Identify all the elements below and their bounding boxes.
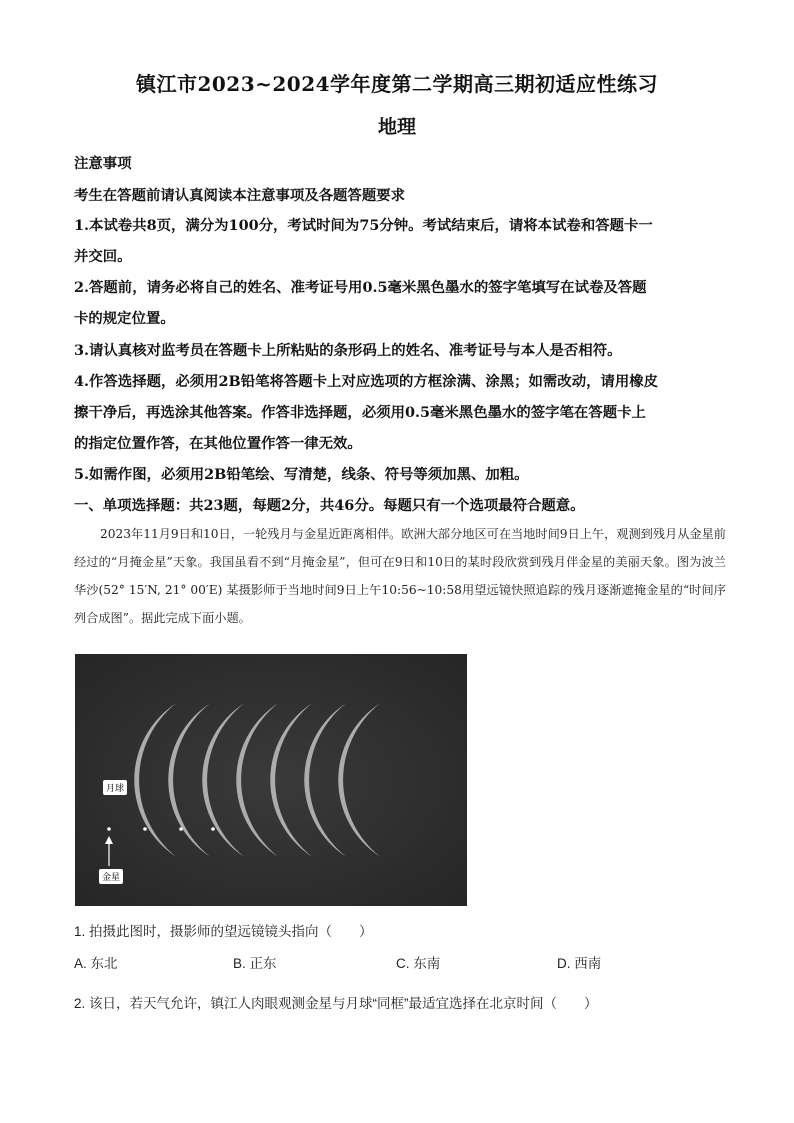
moon-venus-composite-photo [75,654,467,906]
option-a[interactable]: A. 东北 [74,956,118,971]
venus-point [211,827,215,831]
option-c[interactable]: C. 东南 [396,956,441,971]
option-d[interactable]: D. 西南 [557,956,602,971]
subject-title: 地理 [377,116,416,138]
option-b[interactable]: B. 正东 [233,956,277,971]
venus-label: 金星 [99,869,123,884]
notice-line: 5.如需作图，必须用2B铅笔绘、写清楚，线条、符号等须加黑、加粗。 [74,466,529,483]
notice-line: 1.本试卷共8页，满分为100分，考试时间为75分钟。考试结束后，请将本试卷和答题卡一 [74,217,653,234]
reading-passage: 2023年11月9日和10日，一轮残月与金星近距离相伴。欧洲大部分地区可在当地时间9日上午，观测到残月从金星前经过的“月掩金星”天象。我国虽看不到“月掩金星”，但可在9日和10日的某时段欣赏到残月伴金星的美丽天象。图为波兰华沙(52° 15′N, 21° 00′E) 某摄影师于当地时间9日上午10:56~10:58用望远镜快照追踪的残月逐渐遮掩金星的“时间序列合成图”。据此完成下面小题。 [74,527,726,625]
notice-line: 4.作答选择题，必须用2B铅笔将答题卡上对应选项的方框涂满、涂黑；如需改动，请用橡皮 [74,373,659,390]
notice-line: 并交回。 [74,248,132,265]
section-heading: 一、单项选择题：共23题，每题2分，共46分。每题只有一个选项最符合题意。 [74,497,585,514]
notice-line: 的指定位置作答，在其他位置作答一律无效。 [74,435,362,452]
moon-label: 月球 [103,780,127,795]
question-1-stem: 1. 拍摄此图时，摄影师的望远镜镜头指向（ ） [74,924,373,939]
page-title: 镇江市2023~2024学年度第二学期高三期初适应性练习 [135,72,659,96]
notice-heading: 注意事项 [74,155,132,172]
venus-point [179,827,183,831]
venus-point [143,827,147,831]
crescent-sequence-image [75,654,467,906]
notice-line: 2.答题前，请务必将自己的姓名、准考证号用0.5毫米黑色墨水的签字笔填写在试卷及答题 [74,279,647,296]
question-2-stem: 2. 该日，若天气允许，镇江人肉眼观测金星与月球“同框”最适宜选择在北京时间（ ） [74,996,598,1011]
venus-point [107,827,111,831]
notice-line: 擦干净后，再选涂其他答案。作答非选择题，必须用0.5毫米黑色墨水的签字笔在答题卡上 [74,404,646,421]
notice-line: 3.请认真核对监考员在答题卡上所粘贴的条形码上的姓名、准考证号与本人是否相符。 [74,342,622,359]
notice-line: 卡的规定位置。 [74,310,175,327]
notice-intro: 考生在答题前请认真阅读本注意事项及各题答题要求 [74,187,405,204]
